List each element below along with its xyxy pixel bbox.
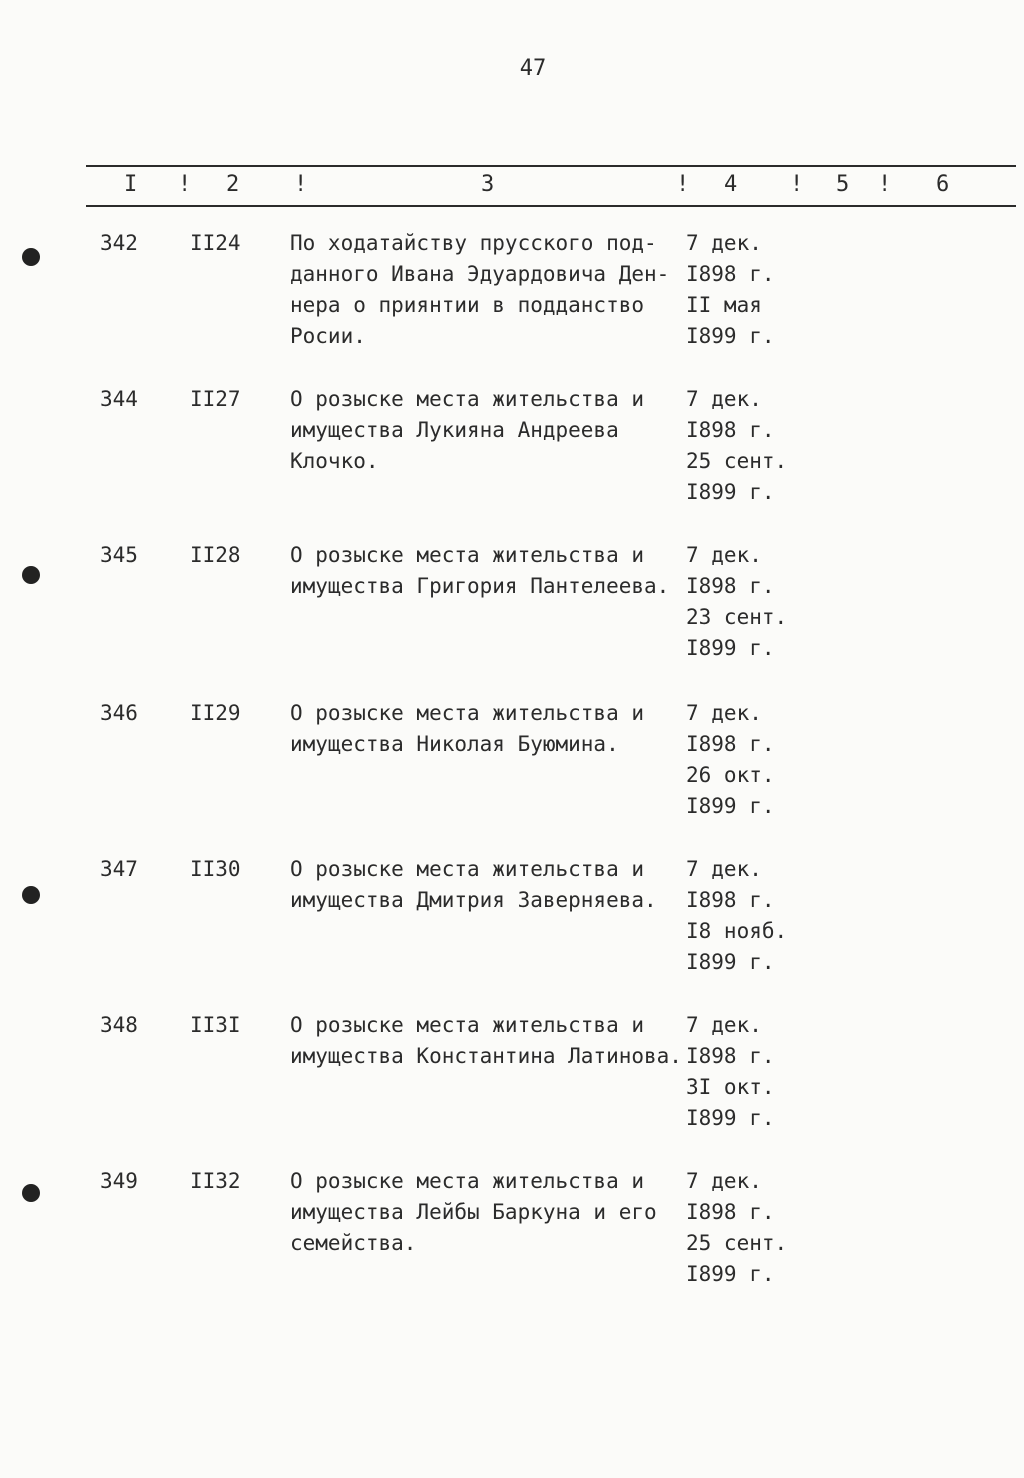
date-line: 26 окт. [686,763,775,787]
description-line: имущества Григория Пантелеева. [290,574,670,598]
description-line: О розыске места жительства и [290,387,645,411]
date-line: I898 г. [686,888,775,912]
col-header-2: 2 [226,172,240,197]
col-separator: ! [676,172,690,197]
date-line: I898 г. [686,574,775,598]
date-line: 7 дек. [686,701,762,725]
date-line: 7 дек. [686,857,762,881]
description-line: имущества Лейбы Баркуна и его [290,1200,657,1224]
entry-dates [686,1166,806,1290]
date-line: 7 дек. [686,387,762,411]
entry-number: 348 [100,1013,138,1037]
date-line: I899 г. [686,480,775,504]
table-row [0,384,1024,524]
date-line: I8 нояб. [686,919,788,943]
entry-number: 347 [100,857,138,881]
entry-reference: II29 [190,701,241,725]
entry-description [290,854,690,916]
entry-reference: II28 [190,543,241,567]
date-line: I898 г. [686,1200,775,1224]
description-line: О розыске места жительства и [290,857,645,881]
date-line: I899 г. [686,950,775,974]
description-line: Росии. [290,324,366,348]
col-header-4: 4 [724,172,738,197]
date-line: 23 сент. [686,605,788,629]
col-separator: ! [790,172,804,197]
description-line: данного Ивана Эдуардовича Ден- [290,262,670,286]
entry-number: 344 [100,387,138,411]
entry-dates [686,1010,806,1134]
entry-description [290,384,690,477]
entry-description [290,540,690,602]
description-line: О розыске места жительства и [290,1013,645,1037]
entry-reference: II30 [190,857,241,881]
col-separator: ! [878,172,892,197]
col-separator: ! [294,172,308,197]
table-row [0,228,1024,368]
table-row [0,1010,1024,1150]
header-bottom-rule [86,205,1016,207]
date-line: 3I окт. [686,1075,775,1099]
table-row [0,540,1024,680]
date-line: 7 дек. [686,543,762,567]
entry-description [290,698,690,760]
col-separator: ! [178,172,192,197]
page-number: 47 [519,56,547,81]
description-line: имущества Константина Латинова. [290,1044,682,1068]
header-top-rule [86,165,1016,167]
date-line: 7 дек. [686,1013,762,1037]
date-line: I899 г. [686,324,775,348]
description-line: семейства. [290,1231,417,1255]
date-line: I899 г. [686,1262,775,1286]
date-line: II мая [686,293,762,317]
date-line: I898 г. [686,732,775,756]
description-line: По ходатайству прусского под- [290,231,657,255]
date-line: 25 сент. [686,449,788,473]
date-line: I899 г. [686,1106,775,1130]
date-line: 25 сент. [686,1231,788,1255]
date-line: I898 г. [686,418,775,442]
date-line: 7 дек. [686,231,762,255]
entry-dates [686,854,806,978]
date-line: I899 г. [686,636,775,660]
table-row [0,698,1024,838]
description-line: имущества Николая Буюмина. [290,732,619,756]
date-line: I899 г. [686,794,775,818]
description-line: Клочко. [290,449,379,473]
entry-number: 349 [100,1169,138,1193]
date-line: 7 дек. [686,1169,762,1193]
table-row [0,1166,1024,1306]
col-header-1: I [124,172,138,197]
entry-dates [686,384,806,508]
table-row [0,854,1024,994]
description-line: О розыске места жительства и [290,1169,645,1193]
entry-dates [686,228,806,352]
description-line: О розыске места жительства и [290,701,645,725]
entry-description [290,228,690,352]
description-line: имущества Дмитрия Заверняева. [290,888,657,912]
entry-dates [686,540,806,664]
entry-reference: II27 [190,387,241,411]
date-line: I898 г. [686,1044,775,1068]
entry-dates [686,698,806,822]
date-line: I898 г. [686,262,775,286]
entry-reference: II32 [190,1169,241,1193]
description-line: О розыске места жительства и [290,543,645,567]
entry-number: 346 [100,701,138,725]
description-line: нера о приянтии в подданство [290,293,645,317]
col-header-5: 5 [836,172,850,197]
entry-description [290,1166,690,1259]
entry-reference: II3I [190,1013,241,1037]
entry-number: 345 [100,543,138,567]
entry-number: 342 [100,231,138,255]
column-header-row [0,168,1024,200]
entry-description [290,1010,690,1072]
col-header-3: 3 [481,172,495,197]
description-line: имущества Лукияна Андреева [290,418,619,442]
entry-reference: II24 [190,231,241,255]
col-header-6: 6 [936,172,950,197]
